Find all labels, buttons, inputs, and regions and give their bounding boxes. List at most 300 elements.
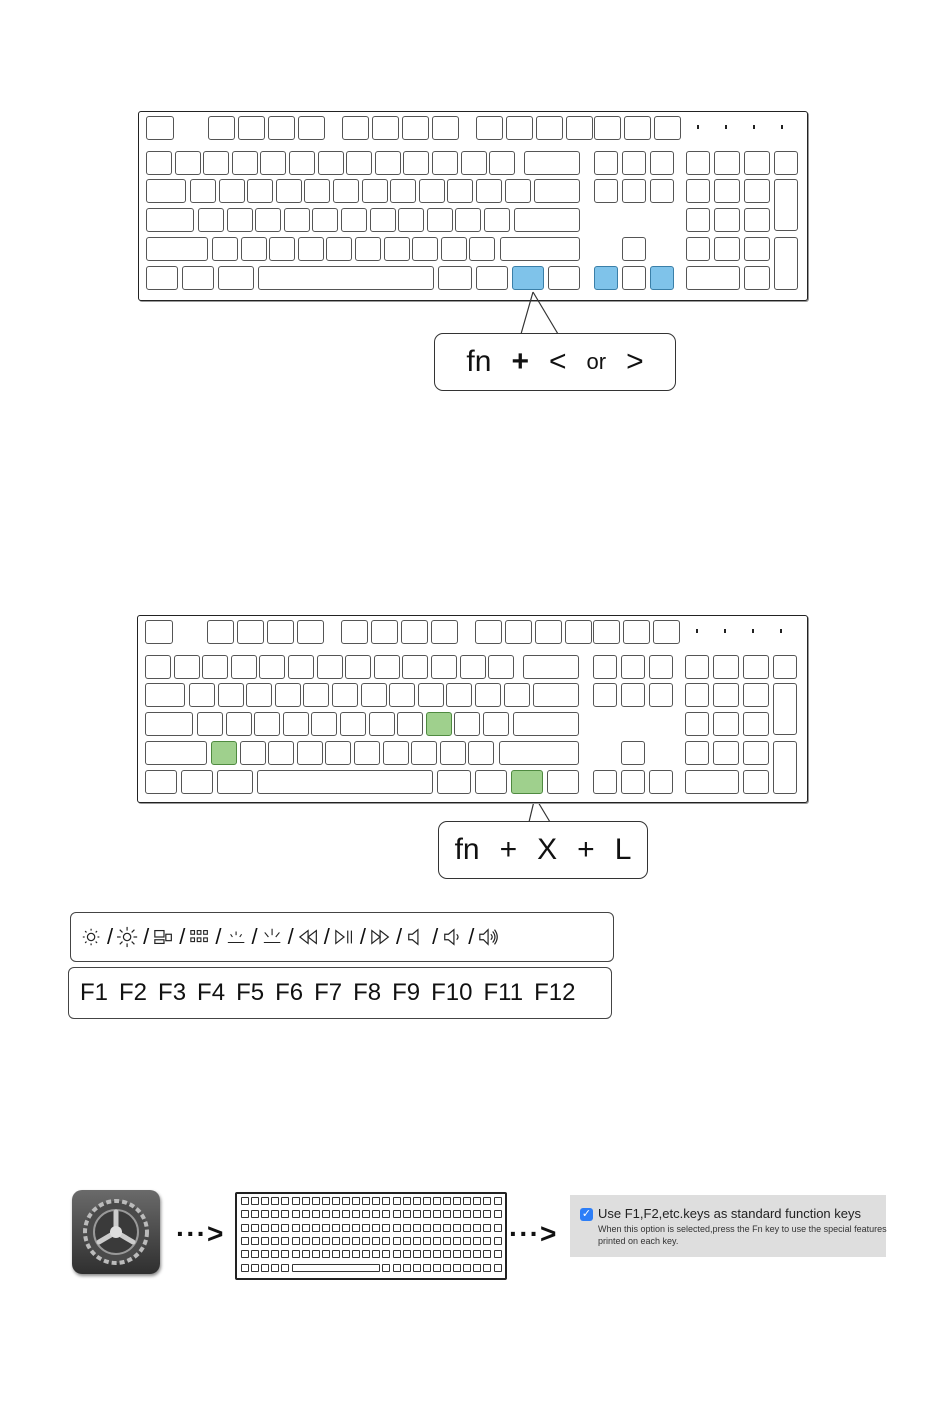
volume-up-icon [478,926,500,948]
thumbnail-key [473,1210,481,1218]
key-num0 [146,151,172,175]
thumbnail-key [322,1224,330,1232]
thumbnail-key [382,1250,390,1258]
key-r28 [419,179,445,203]
key-top9 [505,620,532,644]
key-numlock [685,655,709,679]
callout-fn-x-l [438,821,648,879]
x-key-label: X [537,833,558,866]
thumbnail-key [241,1210,249,1218]
system-preferences-icon [72,1190,160,1274]
play-pause-icon [334,926,356,948]
key-r40 [212,237,238,261]
key-r33 [284,208,310,232]
key-r28 [418,683,444,707]
key-r33 [283,712,309,736]
key-n1 [686,237,710,261]
thumbnail-key [362,1237,370,1245]
thumbnail-key [302,1250,310,1258]
key-end [622,179,646,203]
key-r48 [440,741,466,765]
key-up [621,741,645,765]
key-top1 [237,620,264,644]
key-nstar [743,655,769,679]
plus-sign: + [511,345,529,378]
thumbnail-key [281,1224,289,1232]
thumbnail-key [443,1264,451,1272]
thumbnail-key [332,1197,340,1205]
separator: / [107,924,114,949]
key-top0 [208,116,235,140]
key-num3 [232,151,258,175]
key-pgdn [650,179,674,203]
thumbnail-key [352,1224,360,1232]
keyboard-diagram-1 [138,111,808,301]
thumbnail-key [463,1264,471,1272]
key-r44 [326,237,352,261]
thumbnail-key [281,1197,289,1205]
thumbnail-key [251,1237,259,1245]
thumbnail-key [261,1224,269,1232]
fast-forward-icon [370,926,392,948]
key-r210 [475,683,501,707]
thumbnail-key [443,1197,451,1205]
indicator-led [690,629,704,634]
thumbnail-key [271,1264,279,1272]
key-backspace [523,655,579,679]
key-num9 [403,151,429,175]
key-right [650,266,674,290]
key-lcmd [218,266,254,290]
key-r47 [412,237,438,261]
thumbnail-key [494,1250,502,1258]
thumbnail-key [332,1250,340,1258]
key-r26 [361,683,387,707]
thumbnail-key [342,1250,350,1258]
thumbnail-key [372,1250,380,1258]
indicator-led [774,629,788,634]
thumbnail-key [271,1197,279,1205]
thumbnail-key [342,1237,350,1245]
thumbnail-key [382,1224,390,1232]
separator: / [323,924,330,949]
thumbnail-key [483,1237,491,1245]
thumbnail-key [372,1197,380,1205]
thumbnail-key [433,1224,441,1232]
thumbnail-key [362,1250,370,1258]
thumbnail-key [423,1237,431,1245]
key-num9 [402,655,428,679]
key-top1 [238,116,265,140]
thumbnail-key [342,1210,350,1218]
key-r31 [226,712,252,736]
key-area [145,620,800,797]
key-r25 [333,179,359,203]
key-r38 [427,208,453,232]
key-n3 [743,741,769,765]
key-r46 [383,741,409,765]
thumbnail-key [453,1197,461,1205]
key-backslash [533,683,579,707]
thumbnail-key [423,1224,431,1232]
thumbnail-key [483,1210,491,1218]
thumbnail-key [281,1237,289,1245]
thumbnail-key [453,1224,461,1232]
key-r42 [269,237,295,261]
key-top6 [402,116,429,140]
thumbnail-key [403,1224,411,1232]
key-r27 [390,179,416,203]
keyboard-backlight-down-icon [226,926,248,948]
key-lctrl [146,266,178,290]
key-r24 [304,179,330,203]
key-r29 [447,179,473,203]
key-r23 [276,179,302,203]
key-n2 [713,741,739,765]
key-r35 [341,208,367,232]
key-n8 [713,683,739,707]
key-r34 [311,712,337,736]
key-caps [145,712,193,736]
key-top2 [267,620,294,644]
key-top6 [401,620,428,644]
key-return [513,712,579,736]
thumbnail-key [271,1250,279,1258]
key-num8 [375,151,401,175]
key-r42 [268,741,294,765]
or-label: or [586,349,607,374]
key-n3 [744,237,770,261]
thumbnail-key [433,1264,441,1272]
key-n6 [744,208,770,232]
key-nplus [774,179,798,231]
thumbnail-key [322,1250,330,1258]
key-top12 [593,620,620,644]
key-top10 [536,116,563,140]
key-pgup [650,151,674,175]
key-num5 [288,655,314,679]
key-num11 [460,655,486,679]
key-nslash [714,151,740,175]
thumbnail-key [494,1197,502,1205]
key-num6 [317,655,343,679]
thumbnail-key [403,1237,411,1245]
key-r23 [275,683,301,707]
key-lcmd [217,770,253,794]
key-n9 [744,179,770,203]
thumbnail-key [463,1210,471,1218]
key-r49 [469,237,495,261]
thumbnail-key [241,1264,249,1272]
thumbnail-key [463,1224,471,1232]
key-r45 [355,237,381,261]
fkey-label: F7 [314,979,343,1006]
key-num3 [231,655,257,679]
key-top7 [431,620,458,644]
separator: / [215,924,222,949]
key-r22 [246,683,272,707]
thumbnail-key [403,1197,411,1205]
key-top4 [341,620,368,644]
key-fn [512,266,544,290]
key-n2 [714,237,740,261]
key-r43 [298,237,324,261]
key-top8 [476,116,503,140]
key-num12 [489,151,515,175]
fkey-label: F3 [158,979,187,1006]
thumbnail-key [403,1264,411,1272]
key-area [146,116,800,295]
thumbnail-key [241,1197,249,1205]
key-r30 [197,712,223,736]
thumbnail-key [261,1250,269,1258]
thumbnail-key [241,1250,249,1258]
key-num4 [260,151,286,175]
thumbnail-key [271,1237,279,1245]
thumbnail-key [271,1210,279,1218]
key-top3 [298,116,325,140]
function-key-bar [68,967,612,1019]
key-r20 [189,683,215,707]
key-nplus [773,683,797,735]
key-nslash [713,655,739,679]
thumbnail-key [352,1197,360,1205]
key-numlock [686,151,710,175]
thumbnail-key [362,1210,370,1218]
indicator-led [747,125,761,130]
key-num1 [175,151,201,175]
thumbnail-key [403,1210,411,1218]
fkey-label: F8 [353,979,382,1006]
key-top13 [623,620,650,644]
key-rshift [499,741,579,765]
key-home [622,151,646,175]
key-top7 [432,116,459,140]
thumbnail-key [483,1197,491,1205]
thumbnail-key [433,1210,441,1218]
thumbnail-key [362,1224,370,1232]
thumbnail-key [433,1250,441,1258]
key-r36 [369,712,395,736]
thumbnail-key [463,1197,471,1205]
key-n8 [714,179,740,203]
key-n0 [686,266,740,290]
key-return [514,208,580,232]
key-r26 [362,179,388,203]
thumbnail-key [251,1264,259,1272]
thumbnail-key [292,1224,300,1232]
thumbnail-key [322,1237,330,1245]
thumbnail-key [473,1250,481,1258]
keyboard-backlight-up-icon [262,926,284,948]
key-ropt [475,770,507,794]
key-rctrl [548,266,580,290]
thumbnail-key [261,1197,269,1205]
key-r43 [297,741,323,765]
key-num11 [461,151,487,175]
thumbnail-key [332,1224,340,1232]
thumbnail-key [473,1197,481,1205]
key-up [622,237,646,261]
key-n6 [743,712,769,736]
thumbnail-key [241,1224,249,1232]
checkbox[interactable]: ✓ [581,1208,592,1220]
thumbnail-key [382,1197,390,1205]
thumbnail-key [382,1210,390,1218]
key-num10 [431,655,457,679]
thumbnail-key [382,1237,390,1245]
thumbnail-key [483,1264,491,1272]
key-fn [511,770,543,794]
key-r32 [254,712,280,736]
thumbnail-key [292,1237,300,1245]
key-n9 [743,683,769,707]
thumbnail-key [281,1250,289,1258]
thumbnail-key [403,1250,411,1258]
key-rcmd [438,266,472,290]
key-top8 [475,620,502,644]
key-n7 [685,683,709,707]
separator: / [179,924,186,949]
thumbnail-key [443,1237,451,1245]
separator: / [143,924,150,949]
thumbnail-key [261,1210,269,1218]
thumbnail-key [302,1224,310,1232]
key-top14 [654,116,681,140]
thumbnail-key [372,1237,380,1245]
separator: / [468,924,475,949]
key-n5 [713,712,739,736]
thumbnail-key [463,1250,471,1258]
key-r210 [476,179,502,203]
key-top14 [653,620,680,644]
key-end [621,683,645,707]
thumbnail-key [423,1210,431,1218]
fkey-label: F9 [392,979,421,1006]
key-space [258,266,434,290]
thumbnail-key [423,1250,431,1258]
key-num8 [374,655,400,679]
key-lopt [181,770,213,794]
key-r48 [441,237,467,261]
key-top2 [268,116,295,140]
key-r25 [332,683,358,707]
thumbnail-key [463,1237,471,1245]
left-arrow-label: < [548,345,567,378]
key-lctrl [145,770,177,794]
key-r211 [504,683,530,707]
thumbnail-key [312,1210,320,1218]
key-r30 [198,208,224,232]
thumbnail-key [251,1250,259,1258]
key-ndot [744,266,770,290]
key-num4 [259,655,285,679]
thumbnail-key [453,1237,461,1245]
key-r37 [397,712,423,736]
key-num0 [145,655,171,679]
thumbnail-key [281,1264,289,1272]
thumbnail-key [332,1237,340,1245]
key-caps [146,208,194,232]
thumbnail-key [483,1224,491,1232]
key-right [649,770,673,794]
thumbnail-key [393,1210,401,1218]
key-n1 [685,741,709,765]
thumbnail-key [443,1250,451,1258]
key-num7 [345,655,371,679]
thumbnail-key [332,1210,340,1218]
thumbnail-key [393,1250,401,1258]
key-r38 [426,712,452,736]
thumbnail-key [453,1250,461,1258]
rewind-icon [298,926,320,948]
key-top5 [372,116,399,140]
key-top0 [207,620,234,644]
brightness-down-icon [81,926,103,948]
key-num12 [488,655,514,679]
fkey-label: F4 [197,979,226,1006]
thumbnail-key [292,1250,300,1258]
key-r40 [211,741,237,765]
thumbnail-key [251,1197,259,1205]
key-r39 [454,712,480,736]
thumbnail-key [372,1224,380,1232]
key-r41 [241,237,267,261]
key-n4 [685,712,709,736]
plus-sign: + [499,833,518,866]
thumbnail-key [352,1237,360,1245]
keyboard-diagram-2 [137,615,808,803]
key-ndot [743,770,769,794]
key-nenter [773,741,797,794]
function-keys-setting [570,1195,886,1257]
thumbnail-key [393,1197,401,1205]
fkey-label: F6 [275,979,304,1006]
key-r36 [370,208,396,232]
thumbnail-key [302,1237,310,1245]
key-n7 [686,179,710,203]
key-r39 [455,208,481,232]
separator: / [359,924,366,949]
indicator-led [775,125,789,130]
thumbnail-key [453,1210,461,1218]
key-r31 [227,208,253,232]
key-rshift [500,237,580,261]
thumbnail-key [433,1237,441,1245]
key-r310 [483,712,509,736]
thumbnail-key [261,1237,269,1245]
thumbnail-spacebar [292,1264,380,1272]
thumbnail-key [413,1197,421,1205]
fkey-label: F2 [119,979,148,1006]
thumbnail-key [362,1197,370,1205]
thumbnail-key [322,1197,330,1205]
thumbnail-key [413,1264,421,1272]
thumbnail-key [271,1224,279,1232]
l-key-label: L [614,833,632,866]
key-nminus [774,151,798,175]
key-top4 [342,116,369,140]
key-r29 [446,683,472,707]
key-top11 [566,116,593,140]
key-r46 [384,237,410,261]
key-r211 [505,179,531,203]
thumbnail-key [423,1197,431,1205]
thumbnail-key [494,1237,502,1245]
fn-label: fn [466,345,492,378]
fn-label: fn [454,833,480,866]
thumbnail-key [473,1264,481,1272]
